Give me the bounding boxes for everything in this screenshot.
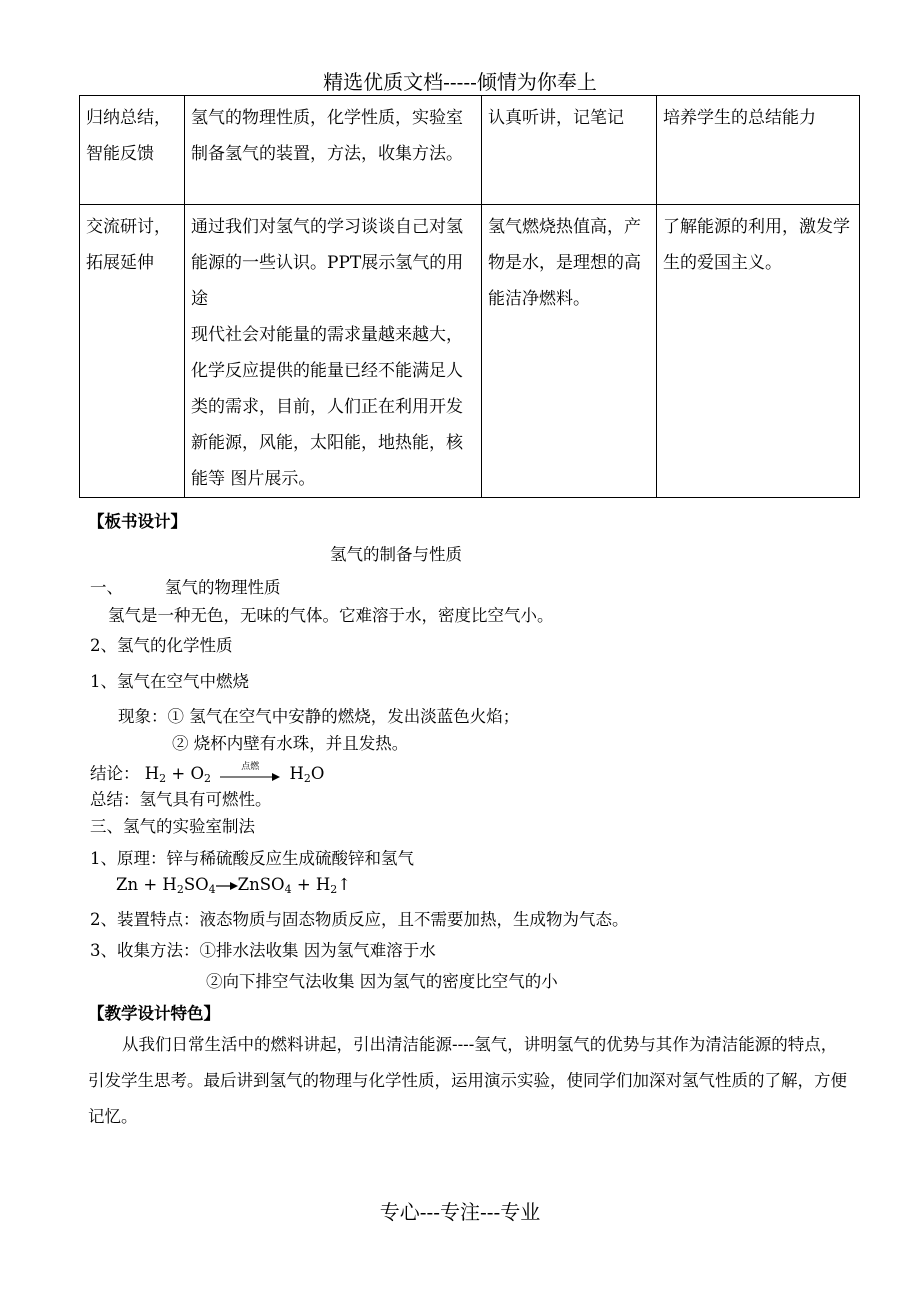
- preparation-equation: $Zn + H_2SO_4$ ZnSO$_4$ + $H_2↑$: [116, 875, 352, 896]
- reaction-arrow: [220, 761, 280, 782]
- subsection-combustion: 1、氢气在空气中燃烧: [90, 672, 249, 691]
- phenomenon-line: [118, 703, 519, 727]
- conclusion-equation: 结论： $H_2 + O_2$ 点燃 $H_2O$: [90, 760, 324, 785]
- gas-up-arrow: ↑: [337, 875, 352, 894]
- feature-heading: 【教学设计特色】: [88, 1004, 220, 1023]
- collection-line-2: ②向下排空气法收集 因为氢气的密度比空气的小: [206, 972, 558, 991]
- teacher-activity-cell: 氢气的物理性质，化学性质，实验室制备氢气的装置，方法，收集方法。: [185, 96, 482, 205]
- phenomenon-1: ① 氢气在空气中安静的燃烧，发出淡蓝色火焰；: [167, 707, 520, 726]
- design-intent-cell: 培养学生的总结能力: [657, 96, 860, 205]
- lesson-table: [79, 95, 860, 498]
- design-intent-cell: 了解能源的利用，激发学生的爱国主义。: [657, 205, 860, 498]
- page-footer: 专心---专注---专业: [379, 1200, 541, 1224]
- phenomenon-label: 现象：: [118, 707, 168, 726]
- table-row: [80, 96, 860, 205]
- section-lab-preparation: 三、氢气的实验室制法: [90, 817, 255, 836]
- principle-line: 1、原理：锌与稀硫酸反应生成硫酸锌和氢气: [90, 849, 414, 868]
- reaction-condition: 点燃: [241, 761, 260, 772]
- phenomenon-2: ② 烧杯内壁有水珠，并且发热。: [172, 734, 409, 753]
- apparatus-line: 2、装置特点：液态物质与固态物质反应，且不需要加热，生成物为气态。: [90, 910, 629, 929]
- page-header: 精选优质文档-----倾情为你奉上: [323, 70, 597, 94]
- section-physical: [90, 574, 281, 598]
- section-chemical: 2、氢气的化学性质: [90, 636, 233, 655]
- board-design-heading: 【板书设计】: [88, 512, 187, 531]
- teacher-activity-line: 现代社会对能量的需求量越来越大，化学反应提供的能量已经不能满足人类的需求，目前，人们正在利用开发新能源，风能，太阳能，地热能，核能等 图片展示。: [191, 325, 463, 489]
- arrow-icon: [216, 880, 238, 892]
- section-number: 一、: [90, 578, 123, 597]
- board-title: 氢气的制备与性质: [330, 545, 462, 564]
- teacher-activity-line: 通过我们对氢气的学习谈谈自己对氢能源的一些认识。PPT展示氢气的用途: [191, 217, 464, 309]
- stage-cell: 交流研讨，拓展延伸: [80, 205, 185, 498]
- student-activity-cell: 氢气燃烧热值高，产物是水，是理想的高能洁净燃料。: [482, 205, 657, 498]
- collection-line: 3、收集方法：①排水法收集 因为氢气难溶于水: [90, 941, 436, 960]
- combustion-summary: 总结：氢气具有可燃性。: [90, 790, 272, 809]
- section-title: 氢气的物理性质: [165, 578, 281, 597]
- student-activity-cell: 认真听讲，记笔记: [482, 96, 657, 205]
- conclusion-label: 结论：: [90, 764, 140, 783]
- table-row: [80, 205, 860, 498]
- stage-cell: 归纳总结，智能反馈: [80, 96, 185, 205]
- physical-properties-text: 氢气是一种无色，无味的气体。它难溶于水，密度比空气小。: [108, 606, 554, 625]
- feature-paragraph: 从我们日常生活中的燃料讲起，引出清洁能源----氢气，讲明氢气的优势与其作为清洁能源的特点，引发学生思考。最后讲到氢气的物理与化学性质，运用演示实验，使同学们加深对氢气性质的了解，方便记忆。: [88, 1035, 847, 1126]
- teacher-activity-cell: [185, 205, 482, 498]
- arrow-icon: [220, 770, 280, 784]
